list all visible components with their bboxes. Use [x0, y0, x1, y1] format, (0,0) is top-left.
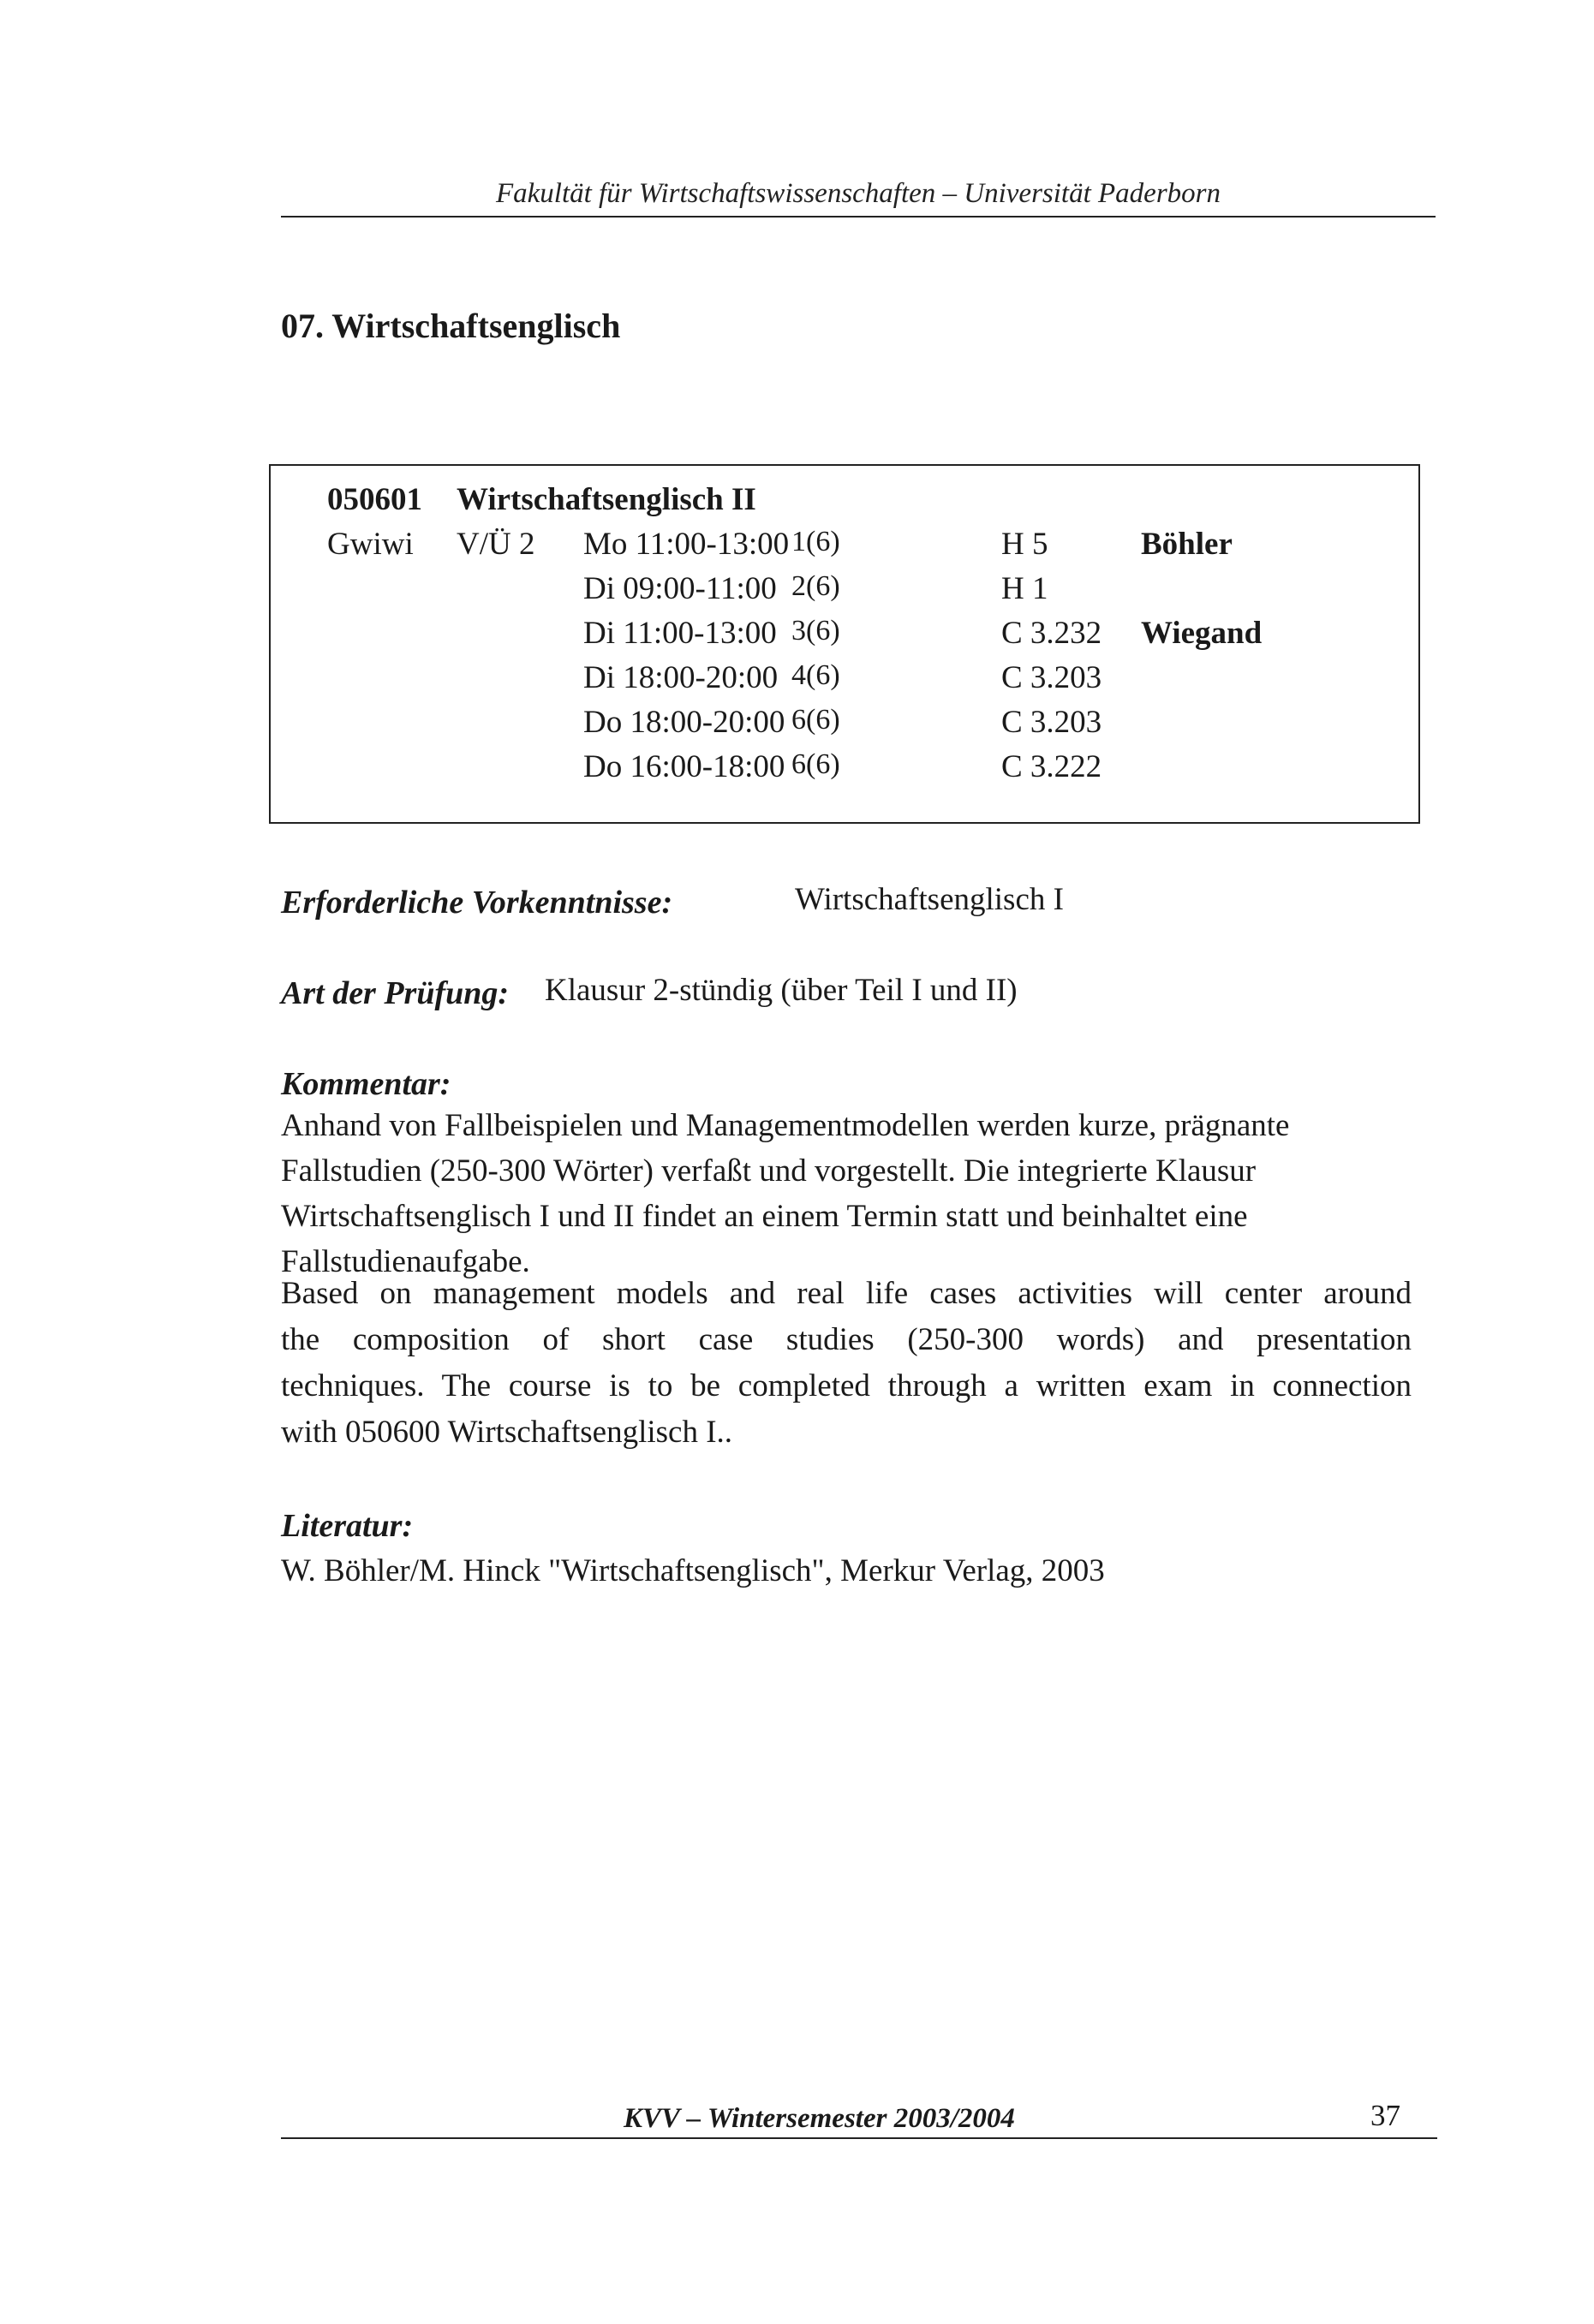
running-header: Fakultät für Wirtschaftswissenschaften – Universität Paderborn	[495, 178, 1221, 209]
exam-value: Klausur 2-stündig (über Teil I und II)	[545, 973, 1018, 1008]
comment-english	[281, 1271, 1412, 1456]
session-lecturer: Böhler	[1141, 527, 1233, 562]
session-time: Do 16:00-18:00	[583, 749, 785, 784]
comment-line: the composition of short case studies (250-300 words) and presentation	[281, 1322, 1412, 1357]
session-group: 3(6)	[791, 615, 840, 647]
session-room: H 5	[1001, 527, 1048, 562]
prerequisites-value: Wirtschaftsenglisch I	[795, 882, 1064, 917]
comment-line: Based on management models and real life cases activities will center around	[281, 1276, 1412, 1311]
comment-line: Anhand von Fallbeispielen und Managementmodellen werden kurze, prägnante	[281, 1108, 1290, 1143]
footer-title: KVV – Wintersemester 2003/2004	[624, 2103, 1015, 2134]
prerequisites-label: Erforderliche Vorkenntnisse:	[281, 885, 673, 921]
literature-value: W. Böhler/M. Hinck "Wirtschaftsenglisch", Merkur Verlag, 2003	[281, 1553, 1105, 1588]
course-title: Wirtschaftsenglisch II	[457, 482, 756, 517]
session-time: Mo 11:00-13:00	[583, 527, 790, 562]
literature-label: Literatur:	[281, 1508, 414, 1544]
session-room: C 3.222	[1001, 749, 1102, 784]
session-time: Di 18:00-20:00	[583, 660, 779, 695]
session-group: 2(6)	[791, 570, 840, 602]
comment-line: Fallstudien (250-300 Wörter) verfaßt und vorgestellt. Die integrierte Klausur	[281, 1153, 1257, 1189]
session-time: Di 11:00-13:00	[583, 616, 777, 651]
comment-label: Kommentar:	[281, 1066, 451, 1102]
comment-line: Fallstudienaufgabe.	[281, 1244, 530, 1279]
section-title: 07. Wirtschaftsenglisch	[281, 307, 621, 345]
session-time: Di 09:00-11:00	[583, 571, 777, 606]
comment-line: techniques. The course is to be completed through a written exam in connection	[281, 1368, 1412, 1403]
session-time: Do 18:00-20:00	[583, 705, 785, 740]
comment-german	[281, 1103, 1429, 1284]
session-room: C 3.203	[1001, 660, 1102, 695]
session-group: 1(6)	[791, 526, 840, 557]
page-number: 37	[1370, 2099, 1400, 2132]
session-room: C 3.232	[1001, 616, 1102, 651]
comment-line: Wirtschaftsenglisch I und II findet an einem Termin statt und beinhaltet eine	[281, 1199, 1248, 1234]
comment-line: with 050600 Wirtschaftsenglisch I..	[281, 1415, 733, 1450]
session-group: 4(6)	[791, 659, 840, 691]
course-category: Gwiwi	[327, 527, 414, 562]
session-group: 6(6)	[791, 748, 840, 780]
session-group: 6(6)	[791, 704, 840, 736]
session-lecturer: Wiegand	[1141, 616, 1263, 651]
course-number: 050601	[327, 482, 422, 517]
header-rule	[281, 216, 1436, 218]
footer-rule	[281, 2137, 1437, 2139]
session-room: C 3.203	[1001, 705, 1102, 740]
session-room: H 1	[1001, 571, 1048, 606]
course-box	[269, 464, 1420, 824]
exam-label: Art der Prüfung:	[281, 975, 510, 1011]
course-type: V/Ü 2	[457, 527, 535, 562]
